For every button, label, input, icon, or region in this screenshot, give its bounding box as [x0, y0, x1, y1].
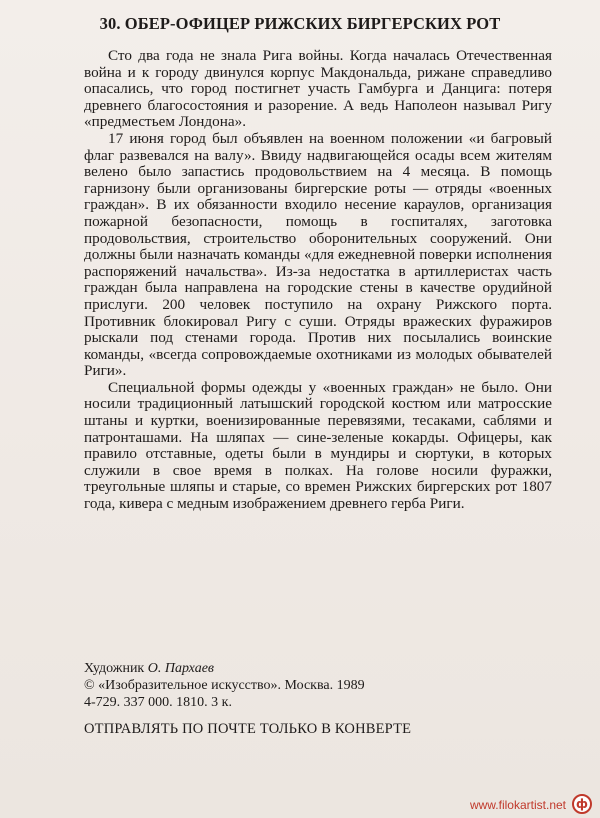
artist-line — [84, 660, 554, 677]
paragraph-2: 17 июня город был объявлен на военном положении «и багровый флаг развевался на валу». Ввиду надвигающейся осады всем жителям велено было запастись продовольствием на 4 месяца. В помощь гарнизону были организованы биргерские роты — отряды «военных граждан». В их обязанности входило несение караулов, организация пожарной безопасности, помощь в госпиталях, заготовка продовольствия, строительство оборонительных сооружений. Они должны были назначать команды «для ежедневной поверки исполнения распоряжений начальства». Из-за недостатка в артиллеристах часть граждан была направлена на городские стены в качестве орудийной прислуги. 200 человек поступило на охрану Рижского порта. Противник блокировал Ригу с суши. Отряды вражеских фуражиров рыскали под стенами города. Против них посылались воинские команды, «всегда сопровождаемые охотниками из молодых обывателей Риги». — [84, 129, 552, 380]
print-code: 4-729. 337 000. 1810. 3 к. — [84, 695, 232, 710]
artist-name: О. Пархаев — [147, 661, 214, 676]
paragraph-3: Специальной формы одежды у «военных граждан» не было. Они носили традиционный латышский городской костюм или матросские штаны и куртки, военизированные перевязями, тесаками, саблями и патронташами. На шляпах — сине-зеленые кокарды. Офицеры, как правило отставные, одеты были в мундиры и сюртуки, в которых служили в свое время в полках. На голове носили фуражки, треугольные шляпы и старые, со времен Рижских биргерских рот 1807 года, кивера с медным изображением древнего герба Риги. — [84, 378, 552, 513]
paragraph-1: Сто два года не знала Рига войны. Когда началась Отечественная война и к городу двинулся корпус Макдональда, рижане справедливо опасались, что город постигнет участь Гамбурга и Данцига: потеря древнего благосостояния и разорение. А ведь Наполеон называл Ригу «предместьем Лондона». — [84, 47, 552, 131]
artist-label: Художник — [84, 661, 145, 676]
copyright-line: © «Изобразительное искусство». Москва. 1989 — [84, 678, 365, 693]
credits — [84, 660, 554, 711]
watermark-logo-icon: ф — [572, 794, 592, 814]
mailing-notice: ОТПРАВЛЯТЬ ПО ПОЧТЕ ТОЛЬКО В КОНВЕРТЕ — [84, 721, 412, 737]
document-title: 30. ОБЕР-ОФИЦЕР РИЖСКИХ БИРГЕРСКИХ РОТ — [99, 14, 501, 33]
document-body — [84, 48, 552, 513]
watermark-url: www.filokartist.net — [469, 798, 566, 812]
